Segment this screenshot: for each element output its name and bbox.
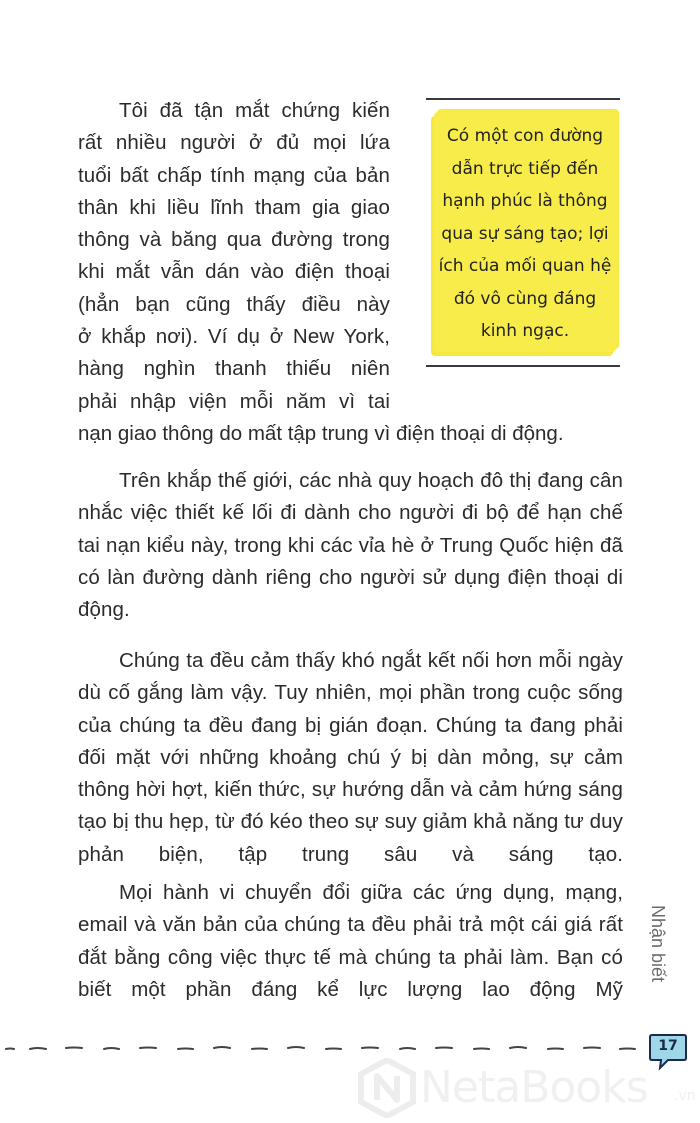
- page-number: 17: [658, 1038, 678, 1054]
- paragraph-disconnection: Chúng ta đều cảm thấy khó ngắt kết nối hơn mỗi ngày dù cố gắng làm vậy. Tuy nhiên, mọi phần trong cuộc sống của chúng ta đều đang bị gián đoạn. Chúng ta đang phải đối mặt với những khoảng chú ý bị dàn mỏng, sự cảm thông hời hợt, kiến thức, sự hướng dẫn và cảm hứng sáng tạo bị thu hẹp, từ đó kéo theo sự suy giảm khả năng tư duy phản biện, tập trung sâu và sáng tạo.: [78, 649, 623, 866]
- callout-bottom-rule: [426, 365, 620, 367]
- callout-top-rule: [426, 98, 620, 100]
- paragraph-task-switching: Mọi hành vi chuyển đổi giữa các ứng dụng, mạng, email và văn bản của chúng ta đều phải trả một cái giá rất đắt bằng công việc thực tế mà chúng ta phải làm. Bạn có biết một phần đáng kể lực lượng lao động Mỹ: [78, 881, 623, 1001]
- pull-quote-text: Có một con đường dẫn trực tiếp đến hạnh phúc là thông qua sự sáng tạo; lợi ích của mối quan hệ đó vô cùng đáng kinh ngạc.: [438, 126, 612, 341]
- watermark-domain: .vn: [674, 1088, 696, 1104]
- text-line: phải nhập viện mỗi năm vì tai: [78, 389, 390, 413]
- text-line: khi mắt vẫn dán vào điện thoại: [78, 260, 390, 284]
- watermark: [358, 1058, 700, 1120]
- section-side-label: Nhận biết: [648, 905, 668, 983]
- paragraph-urban-planning: Trên khắp thế giới, các nhà quy hoạch đô thị đang cân nhắc việc thiết kế lối đi dành cho người đi bộ để hạn chế tai nạn kiểu này, trong khi các vỉa hè ở Trung Quốc hiện đã có làn đường dành riêng cho người sử dụng điện thoại di động.: [78, 469, 623, 622]
- paragraph-intro: [78, 95, 390, 418]
- paragraph-intro-last-line: nạn giao thông do mất tập trung vì điện thoại di động.: [78, 422, 564, 445]
- text-line: Tôi đã tận mắt chứng kiến: [119, 99, 390, 122]
- watermark-text: NetaBooks: [420, 1062, 648, 1113]
- text-line: thân khi liều lĩnh tham gia giao: [78, 195, 390, 219]
- text-line: ở khắp nơi). Ví dụ ở New York,: [78, 325, 390, 349]
- footer-dashed-divider: [0, 1030, 700, 1060]
- text-line: thông và băng qua đường trong: [78, 228, 390, 252]
- text-line: (hẳn bạn cũng thấy điều này: [78, 292, 390, 316]
- text-line: tuổi bất chấp tính mạng của bản: [78, 163, 390, 187]
- pull-quote-callout: [426, 98, 620, 368]
- netabooks-logo-icon: [358, 1058, 416, 1118]
- text-line: hàng nghìn thanh thiếu niên: [78, 357, 390, 381]
- text-line: rất nhiều người ở đủ mọi lứa: [78, 131, 390, 155]
